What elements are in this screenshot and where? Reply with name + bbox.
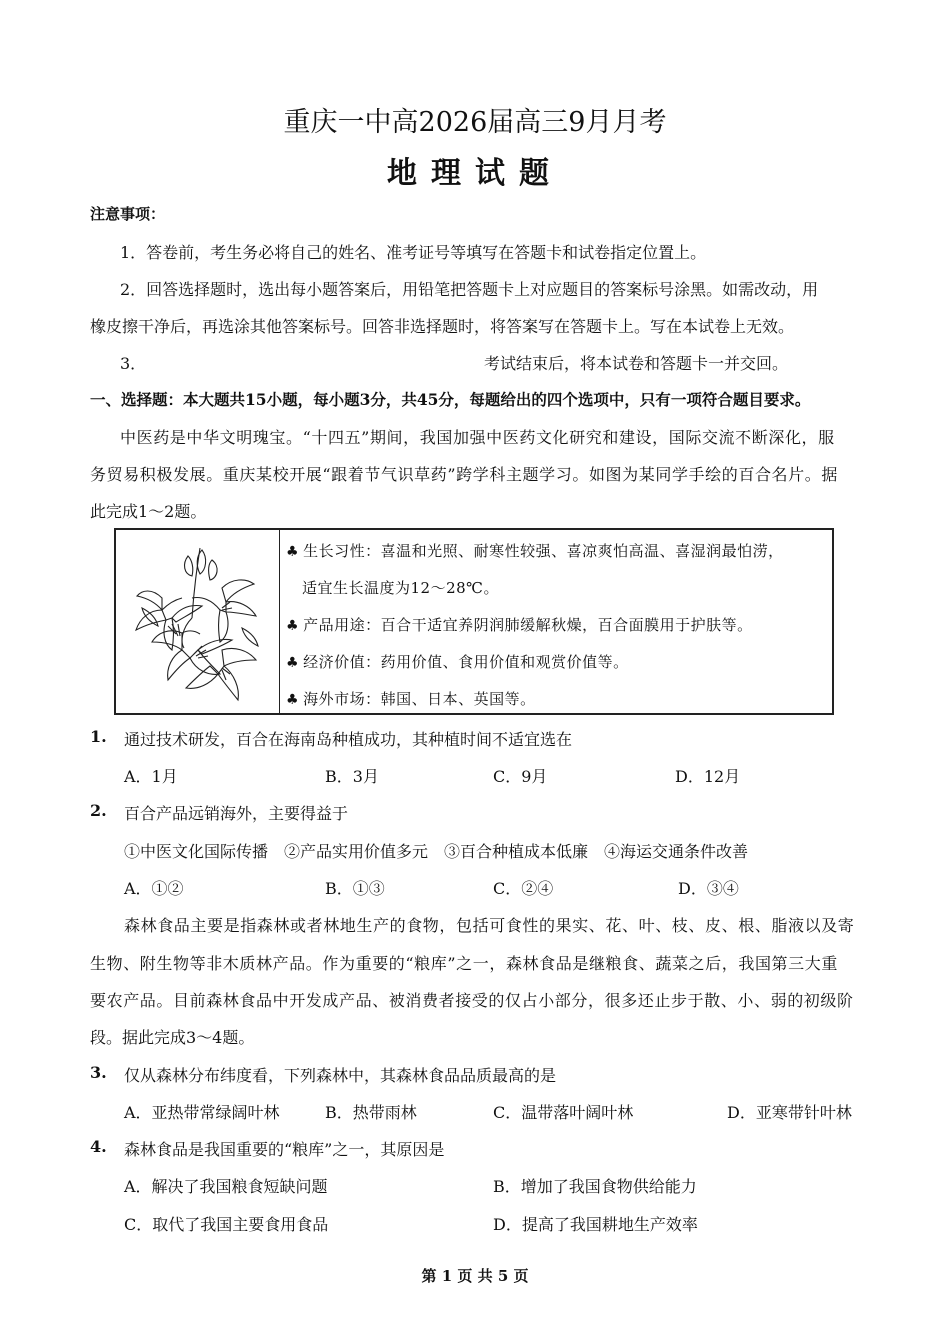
passage-2-line-3: 要农产品。目前森林食品中开发成产品、被消费者接受的仅占小部分，很多还止步于散、小、弱的初级阶 xyxy=(90,991,854,1010)
club-bullet-icon: ♣ xyxy=(286,692,300,708)
question-1-option-d[interactable]: D．12月 xyxy=(675,767,741,786)
club-bullet-icon: ♣ xyxy=(286,655,300,671)
notice-item-1: 1．答卷前，考生务必将自己的姓名、准考证号等填写在答题卡和试卷指定位置上。 xyxy=(120,243,707,262)
question-1-stem: 通过技术研发，百合在海南岛种植成功，其种植时间不适宜选在 xyxy=(124,730,573,749)
page-number: 第 1 页 共 5 页 xyxy=(421,1267,529,1285)
question-2-number: 2. xyxy=(90,801,107,820)
passage-1-line-1: 中医药是中华文明瑰宝。“十四五”期间，我国加强中医药文化研究和建设，国际交流不断深化，服 xyxy=(120,428,835,447)
question-2-stem: 百合产品远销海外，主要得益于 xyxy=(124,804,349,823)
lily-flower-drawing-icon xyxy=(122,538,272,708)
question-2-option-c[interactable]: C．②④ xyxy=(493,879,554,898)
question-2-option-a[interactable]: A．①② xyxy=(124,879,184,898)
question-3-option-a[interactable]: A．亚热带常绿阔叶林 xyxy=(124,1103,280,1122)
passage-2-line-4: 段。据此完成3～4题。 xyxy=(90,1028,255,1047)
question-3-option-c[interactable]: C．温带落叶阔叶林 xyxy=(493,1103,634,1122)
question-4-stem: 森林食品是我国重要的“粮库”之一，其原因是 xyxy=(124,1140,445,1159)
club-bullet-icon: ♣ xyxy=(286,544,300,560)
card-overseas-market: ♣ 海外市场：韩国、日本、英国等。 xyxy=(286,690,536,708)
card-growth-habit: ♣ 生长习性：喜温和光照、耐寒性较强、喜凉爽怕高温、喜湿润最怕涝， xyxy=(286,542,784,560)
question-4-number: 4. xyxy=(90,1137,107,1156)
card-divider xyxy=(279,530,280,713)
question-1-option-a[interactable]: A．1月 xyxy=(124,767,178,786)
notice-heading: 注意事项： xyxy=(90,205,166,223)
passage-2-line-2: 生物、附生物等非木质林产品。作为重要的“粮库”之一，森林食品是继粮食、蔬菜之后，我国第三大重 xyxy=(90,954,838,973)
notice-item-3-number: 3． xyxy=(120,354,147,373)
card-growth-temperature: 适宜生长温度为12～28℃。 xyxy=(302,579,499,597)
question-2-statements: ①中医文化国际传播 ②产品实用价值多元 ③百合种植成本低廉 ④海运交通条件改善 xyxy=(124,842,749,861)
notice-item-2-line-2: 橡皮擦干净后，再选涂其他答案标号。回答非选择题时，将答案写在答题卡上。写在本试卷上无效。 xyxy=(90,317,795,336)
question-4-option-a[interactable]: A．解决了我国粮食短缺问题 xyxy=(124,1177,328,1196)
question-4-option-d[interactable]: D．提高了我国耕地生产效率 xyxy=(493,1215,698,1234)
question-2-option-b[interactable]: B．①③ xyxy=(325,879,385,898)
card-product-use: ♣ 产品用途：百合干适宜养阴润肺缓解秋燥，百合面膜用于护肤等。 xyxy=(286,616,753,634)
section-1-heading: 一、选择题：本大题共15小题，每小题3分，共45分，每题给出的四个选项中，只有一项符合题目要求。 xyxy=(90,390,811,409)
club-bullet-icon: ♣ xyxy=(286,618,300,634)
exam-title: 重庆一中高2026届高三9月月考 xyxy=(283,107,667,138)
lily-info-card xyxy=(114,528,834,715)
question-2-option-d[interactable]: D．③④ xyxy=(678,879,739,898)
question-1-number: 1. xyxy=(90,727,107,746)
question-1-option-c[interactable]: C．9月 xyxy=(493,767,548,786)
question-3-stem: 仅从森林分布纬度看，下列森林中，其森林食品品质最高的是 xyxy=(124,1066,557,1085)
question-3-option-b[interactable]: B．热带雨林 xyxy=(325,1103,417,1122)
notice-item-3-text: 考试结束后，将本试卷和答题卡一并交回。 xyxy=(484,354,789,373)
subject-title: 地理试题 xyxy=(387,156,563,191)
question-4-option-c[interactable]: C．取代了我国主要食用食品 xyxy=(124,1215,329,1234)
passage-1-line-3: 此完成1～2题。 xyxy=(90,502,207,521)
question-1-option-b[interactable]: B．3月 xyxy=(325,767,379,786)
passage-1-line-2: 务贸易积极发展。重庆某校开展“跟着节气识草药”跨学科主题学习。如图为某同学手绘的百合名片。据 xyxy=(90,465,838,484)
notice-item-2-line-1: 2．回答选择题时，选出每小题答案后，用铅笔把答题卡上对应题目的答案标号涂黑。如需改动，用 xyxy=(120,280,819,299)
passage-2-line-1: 森林食品主要是指森林或者林地生产的食物，包括可食性的果实、花、叶、枝、皮、根、脂液以及寄 xyxy=(124,916,855,935)
question-3-option-d[interactable]: D．亚寒带针叶林 xyxy=(727,1103,852,1122)
card-economic-value: ♣ 经济价值：药用价值、食用价值和观赏价值等。 xyxy=(286,653,629,671)
question-4-option-b[interactable]: B．增加了我国食物供给能力 xyxy=(493,1177,697,1196)
question-3-number: 3. xyxy=(90,1063,107,1082)
